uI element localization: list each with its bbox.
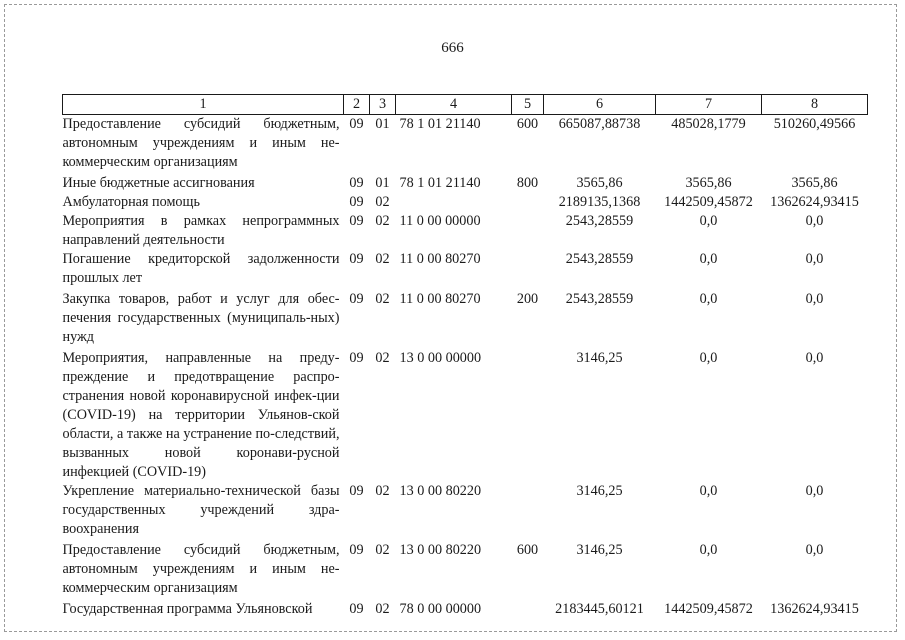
- row-target-article: 11 0 00 80270: [399, 291, 481, 307]
- table-row: [63, 212, 868, 250]
- row-name: Мероприятия в рамках непрограммных направлений деятельности: [62, 213, 340, 248]
- row-amount-col6: 3146,25: [576, 542, 623, 558]
- header-col-6: 6: [544, 95, 656, 115]
- table-row: [63, 115, 868, 173]
- table-body: [63, 115, 868, 620]
- row-amount-col6: 2543,28559: [565, 251, 634, 267]
- row-target-article: [396, 193, 512, 212]
- row-section: 09: [349, 251, 364, 267]
- row-name: Мероприятия, направленные на преду-преждение и предотвращение распро-странения новой коронавирусной инфек-ции (COVID-19) на территории Ульянов-ской области, а также на устранение по-следствий, вызванных новой коронави-русной инфекцией (COVID-19): [62, 350, 340, 480]
- row-name: Укрепление материально-технической базы государственных учреждений здра-воохранения: [62, 483, 340, 537]
- header-col-1: 1: [63, 95, 344, 115]
- row-amount-col6: 2189135,1368: [558, 194, 641, 210]
- row-target-article: 13 0 00 00000: [399, 350, 482, 366]
- table-row: [63, 482, 868, 539]
- row-expense-type: 200: [516, 291, 539, 307]
- header-col-2: 2: [344, 95, 370, 115]
- row-expense-type: [512, 598, 544, 619]
- row-name: Иные бюджетные ассигнования: [62, 175, 255, 191]
- table-row: [63, 539, 868, 598]
- row-section: 09: [349, 194, 364, 210]
- row-amount-col6: 3565,86: [576, 175, 623, 191]
- row-amount-col7: 0,0: [699, 350, 718, 366]
- row-target-article: 78 1 01 21140: [399, 175, 481, 191]
- row-section: 09: [349, 175, 364, 191]
- row-amount-col7: 0,0: [699, 542, 718, 558]
- row-amount-col7: 485028,1779: [671, 116, 746, 132]
- row-name: Государственная программа Ульяновской: [62, 601, 313, 617]
- row-subsection: 02: [375, 291, 390, 307]
- row-amount-col8: 0,0: [805, 251, 824, 267]
- row-amount-col6: 2543,28559: [565, 213, 634, 229]
- row-section: 09: [349, 350, 364, 366]
- row-subsection: 01: [375, 116, 390, 132]
- header-col-3: 3: [370, 95, 396, 115]
- header-col-8: 8: [762, 95, 868, 115]
- table-row: [63, 172, 868, 193]
- page-number: 666: [441, 40, 464, 56]
- row-expense-type: 800: [516, 175, 539, 191]
- row-target-article: 11 0 00 80270: [399, 251, 481, 267]
- row-expense-type: [512, 347, 544, 482]
- row-amount-col6: 2543,28559: [565, 291, 634, 307]
- row-subsection: 02: [375, 350, 390, 366]
- row-target-article: 11 0 00 00000: [399, 213, 481, 229]
- row-amount-col8: 3565,86: [791, 175, 838, 191]
- row-section: 09: [349, 116, 364, 132]
- row-section: 09: [349, 483, 364, 499]
- row-subsection: 02: [375, 194, 390, 210]
- header-col-7: 7: [656, 95, 762, 115]
- row-amount-col8: 510260,49566: [773, 116, 856, 132]
- row-amount-col8: 0,0: [805, 350, 824, 366]
- table-row: [63, 250, 868, 288]
- row-subsection: 02: [375, 483, 390, 499]
- row-name: Закупка товаров, работ и услуг для обес-печения государственных (муниципаль-ных) нужд: [62, 291, 340, 345]
- row-amount-col7: 0,0: [699, 483, 718, 499]
- row-section: 09: [349, 601, 364, 617]
- row-expense-type: [512, 212, 544, 250]
- row-subsection: 02: [375, 542, 390, 558]
- table-row: [63, 598, 868, 619]
- row-amount-col6: 665087,88738: [558, 116, 641, 132]
- row-amount-col7: 0,0: [699, 251, 718, 267]
- row-amount-col6: 2183445,60121: [555, 601, 644, 617]
- row-amount-col8: 0,0: [805, 213, 824, 229]
- row-section: 09: [349, 291, 364, 307]
- row-amount-col8: 0,0: [805, 291, 824, 307]
- row-amount-col7: 1442509,45872: [664, 601, 753, 617]
- row-amount-col8: 0,0: [805, 542, 824, 558]
- row-section: 09: [349, 213, 364, 229]
- table-header-row: [63, 95, 868, 115]
- row-expense-type: [512, 193, 544, 212]
- row-expense-type: 600: [516, 116, 539, 132]
- table-row: [63, 288, 868, 347]
- row-target-article: 13 0 00 80220: [399, 542, 482, 558]
- row-amount-col7: 0,0: [699, 291, 718, 307]
- header-col-4: 4: [396, 95, 512, 115]
- row-amount-col6: 3146,25: [576, 350, 623, 366]
- row-target-article: 13 0 00 80220: [399, 483, 482, 499]
- row-subsection: 02: [375, 601, 390, 617]
- row-amount-col7: 1442509,45872: [664, 194, 753, 210]
- row-expense-type: 600: [516, 542, 539, 558]
- row-amount-col7: 0,0: [699, 213, 718, 229]
- row-name: Предоставление субсидий бюджетным, автономным учреждениям и иным не-коммерческим организациям: [62, 116, 340, 170]
- row-amount-col7: 3565,86: [685, 175, 732, 191]
- row-name: Амбулаторная помощь: [62, 194, 200, 210]
- row-amount-col6: 3146,25: [576, 483, 623, 499]
- row-amount-col8: 0,0: [805, 483, 824, 499]
- header-col-5: 5: [512, 95, 544, 115]
- row-expense-type: [512, 482, 544, 539]
- row-target-article: 78 1 01 21140: [399, 116, 481, 132]
- row-name: Погашение кредиторской задолженности прошлых лет: [62, 251, 340, 286]
- table-row: [63, 347, 868, 482]
- row-subsection: 02: [375, 251, 390, 267]
- row-subsection: 02: [375, 213, 390, 229]
- row-subsection: 01: [375, 175, 390, 191]
- row-target-article: 78 0 00 00000: [399, 601, 482, 617]
- row-section: 09: [349, 542, 364, 558]
- row-amount-col8: 1362624,93415: [770, 601, 859, 617]
- row-name: Предоставление субсидий бюджетным, автономным учреждениям и иным не-коммерческим организациям: [62, 542, 340, 596]
- budget-table: [62, 94, 868, 619]
- row-amount-col8: 1362624,93415: [770, 194, 859, 210]
- row-expense-type: [512, 250, 544, 288]
- table-row: [63, 193, 868, 212]
